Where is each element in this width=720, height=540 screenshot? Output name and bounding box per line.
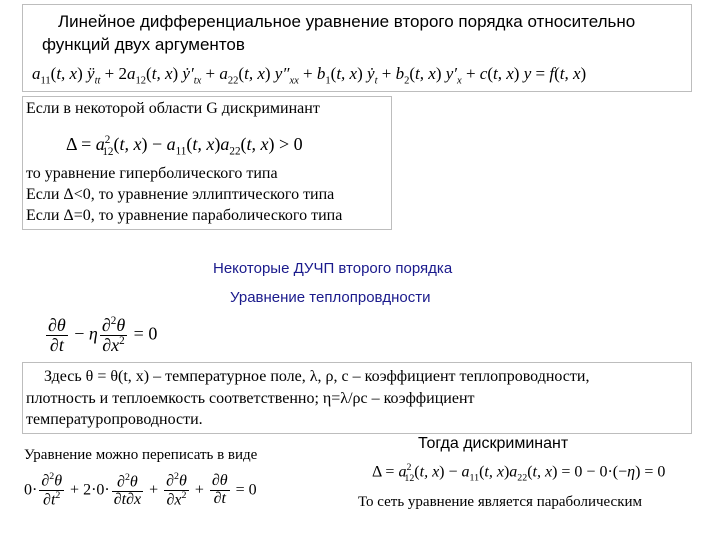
explanation-line2: плотность и теплоемкость соответственно; η=λ/ρc – коэффициент (26, 390, 475, 407)
parabolic-text: Если Δ=0, то уравнение параболического типа (26, 207, 343, 224)
rewrite-label: Уравнение можно переписать в виде (24, 447, 258, 463)
elliptic-text: Если Δ<0, то уравнение эллиптического типа (26, 186, 335, 203)
discriminant-result-formula: $\Delta = a^2_{12}(t$, $x) - a_{11}(t$, $x)a_{22}(t$, x) = 0 − 0·(−η) = 0 (372, 462, 666, 484)
subsection-title: Уравнение теплопровдности (230, 289, 431, 306)
hyperbolic-text: то уравнение гиперболического типа (26, 165, 278, 182)
explanation-line3: температуропроводности. (26, 411, 203, 428)
explanation-line1: Здесь θ = θ(t, x) – температурное поле, λ, ρ, c – коэффициент теплопроводности, (44, 368, 590, 385)
if-region-text: Если в некоторой области G дискриминант (26, 100, 320, 117)
rewritten-equation-formula: 0· $\frac{\partial^2\theta}{\partial t^2}$ + 2·0· $\frac{\partial^2\theta}{\partial t\partial x}$ + $\frac{\partial^2\theta}{\partial x^2}$ + $\frac{\partial\theta}{\partial t}$ = 0 (24, 471, 257, 509)
section-title: Некоторые ДУЧП второго порядка (213, 260, 453, 277)
then-discriminant-label: Тогда дискриминант (418, 435, 569, 452)
slide-title-line1: Линейное дифференциальное уравнение второго порядка относительно (58, 12, 636, 31)
heat-equation-formula: $\frac{\partial\theta}{\partial t}$ − η $\frac{\partial^2\theta}{\partial x^2}$ = 0 (48, 315, 158, 355)
discriminant-formula: $\Delta = a^2_{12}(t$, $x) - a_{11}(t$, $x)a_{22}(t$, x) > 0 (66, 134, 303, 158)
main-pde-formula: $a_{11}(t$, x) $ÿ_{tt} + 2a_{12}(t$, x) $ẏ'_{tx} + a_{22}(t$, x) $y''_{xx} + b_1(t$, x) $ẏ_t + b_2(t$, x) $y'_x + c(t$, x) y = f(t, x) (32, 64, 587, 87)
slide-title-line2: функций двух аргументов (42, 35, 245, 54)
conclusion-text: То сеть уравнение является параболическим (358, 494, 643, 510)
